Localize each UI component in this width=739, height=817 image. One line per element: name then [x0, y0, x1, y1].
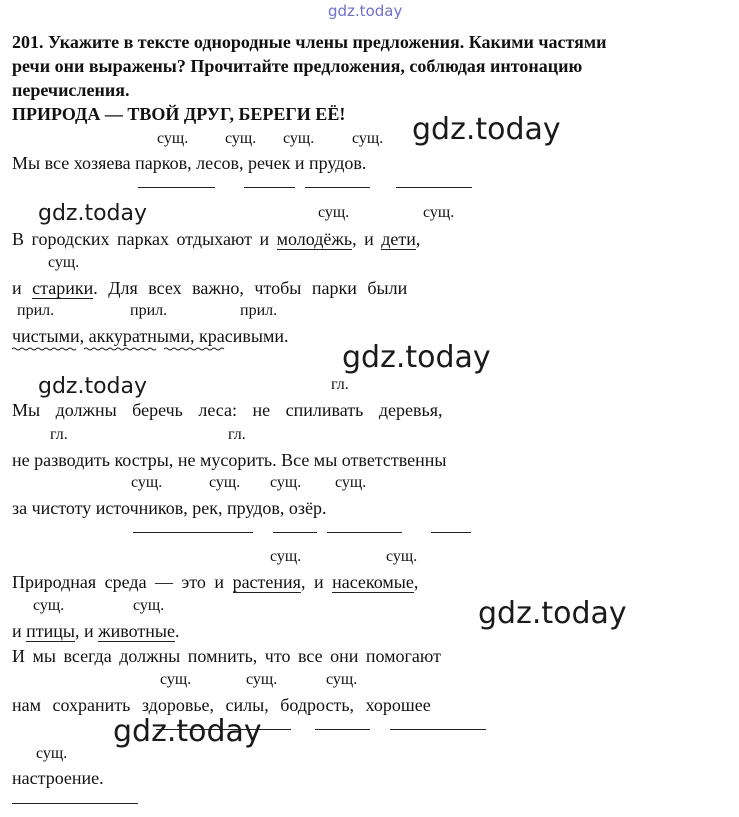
text-title: ПРИРОДА — ТВОЙ ДРУГ, БЕРЕГИ ЕЁ! — [12, 104, 346, 124]
label-adj: прил. — [130, 302, 168, 319]
sentence-9 — [12, 622, 179, 640]
label-noun: сущ. — [270, 474, 302, 491]
sentence-10: И мы всегда должны помнить, что все они помогают — [12, 646, 441, 666]
label-noun: сущ. — [283, 130, 315, 147]
separator: , — [413, 572, 419, 592]
homogeneous-word: животные — [98, 621, 175, 641]
sentence-9-start: и — [12, 621, 27, 641]
underline — [12, 803, 138, 804]
underline — [133, 532, 253, 533]
label-noun: сущ. — [246, 671, 278, 688]
sentence-2 — [12, 230, 420, 248]
label-verb: гл. — [331, 376, 349, 393]
watermark: gdz.today — [412, 112, 561, 147]
label-noun: сущ. — [133, 597, 165, 614]
underline — [273, 532, 317, 533]
label-noun: сущ. — [423, 204, 455, 221]
separator: , — [415, 229, 421, 249]
label-verb: гл. — [50, 426, 68, 443]
label-adj: прил. — [240, 302, 278, 319]
task-line-2: речи они выражены? Прочитайте предложения, соблюдая интонацию — [12, 56, 583, 76]
homogeneous-word: насекомые — [332, 572, 414, 592]
homogeneous-word: старики — [32, 278, 94, 298]
underline — [244, 187, 295, 188]
sentence-3 — [12, 279, 407, 297]
sentence-12: настроение. — [12, 768, 104, 788]
label-noun: сущ. — [386, 548, 418, 565]
sentence-7: за чистоту источников, рек, прудов, озёр. — [12, 498, 327, 518]
label-noun: сущ. — [318, 204, 350, 221]
sentence-2-start: В городских парках отдыхают и — [12, 229, 277, 249]
homogeneous-word: птицы — [26, 621, 75, 641]
homogeneous-word: дети — [381, 229, 416, 249]
label-noun: сущ. — [352, 130, 384, 147]
label-noun: сущ. — [157, 130, 189, 147]
wavy-underline — [12, 347, 227, 351]
sentence-8-start: Природная среда — это и — [12, 572, 233, 592]
label-noun: сущ. — [48, 254, 80, 271]
sentence-5: Мы должны беречь леса: не спиливать деревья, — [12, 400, 443, 420]
label-noun: сущ. — [36, 745, 68, 762]
label-noun: сущ. — [209, 474, 241, 491]
watermark: gdz.today — [342, 340, 491, 375]
sentence-1: Мы все хозяева парков, лесов, речек и прудов. — [12, 153, 367, 173]
sentence-11: нам сохранить здоровье, силы, бодрость, хорошее — [12, 695, 431, 715]
sentence-3-start: и — [12, 278, 33, 298]
label-adj: прил. — [17, 302, 55, 319]
separator: , и — [75, 621, 99, 641]
separator: , и — [352, 229, 382, 249]
label-noun: сущ. — [270, 548, 302, 565]
sentence-4: чистыми, аккуратными, красивыми. — [12, 326, 289, 346]
label-noun: сущ. — [160, 671, 192, 688]
watermark: gdz.today — [38, 374, 148, 399]
label-noun: сущ. — [326, 671, 358, 688]
label-noun: сущ. — [225, 130, 257, 147]
separator: . — [174, 621, 180, 641]
label-noun: сущ. — [131, 474, 163, 491]
label-noun: сущ. — [33, 597, 65, 614]
label-noun: сущ. — [335, 474, 367, 491]
watermark: gdz.today — [113, 714, 262, 749]
label-verb: гл. — [228, 426, 246, 443]
underline — [390, 729, 486, 730]
sentence-3-end: . Для всех важно, чтобы парки были — [93, 278, 408, 298]
sentence-8 — [12, 573, 418, 591]
sentence-6: не разводить костры, не мусорить. Все мы ответственны — [12, 450, 447, 470]
underline — [315, 729, 370, 730]
underline — [431, 532, 471, 533]
underline — [327, 532, 402, 533]
homogeneous-word: растения — [232, 572, 301, 592]
separator: , и — [300, 572, 333, 592]
underline — [396, 187, 472, 188]
underline — [305, 187, 370, 188]
watermark-top: gdz.today — [328, 2, 403, 20]
homogeneous-word: молодёжь — [276, 229, 353, 249]
watermark: gdz.today — [478, 596, 627, 631]
underline — [138, 187, 215, 188]
task-line-1: 201. Укажите в тексте однородные члены предложения. Какими частями — [12, 32, 607, 52]
task-line-3: перечисления. — [12, 80, 130, 100]
watermark: gdz.today — [38, 201, 148, 226]
